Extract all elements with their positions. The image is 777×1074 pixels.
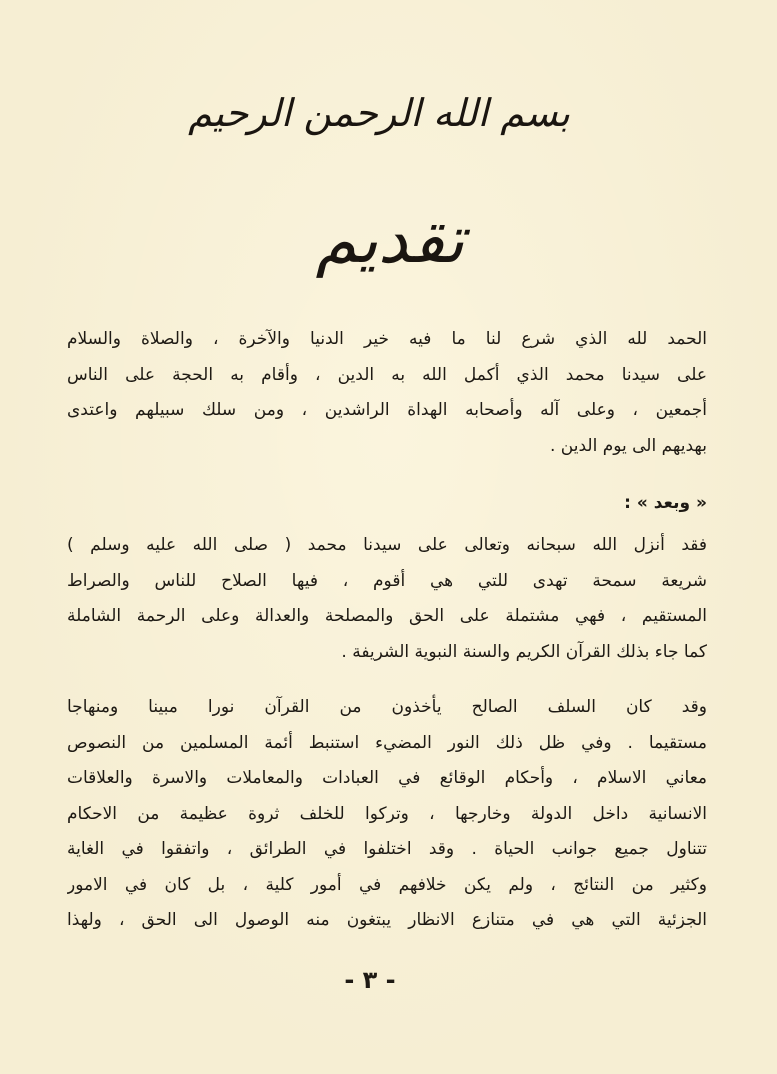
text-line: فقد أنزل الله سبحانه وتعالى على سيدنا محمد ( صلى الله عليه وسلم ) (67, 535, 707, 555)
text-line: الانسانية داخل الدولة وخارجها ، وتركوا للخلف ثروة عظيمة من الاحكام (67, 803, 707, 824)
page-number: - ٣ - (344, 966, 396, 994)
text-line: الجزئية التي هي في متنازع الانظار يبتغون منه الوصول الى الحق ، ولهذا (67, 910, 707, 930)
text-line: كما جاء بذلك القرآن الكريم والسنة النبوية الشريفة . (341, 641, 707, 662)
text-line: معاني الاسلام ، وأحكام الوقائع في العبادات والمعاملات والاسرة والعلاقات (67, 768, 707, 788)
text-line: وكثير من النتائج ، ولم يكن خلافهم في أمور كلية ، بل كان في الامور (67, 874, 707, 895)
paragraph-intro (67, 322, 707, 464)
text-line: مستقيما . وفي ظل ذلك النور المضيء استنبط أئمة المسلمين من النصوص (67, 732, 707, 753)
text-line: شريعة سمحة تهدى للتي هي أقوم ، فيها الصلاح للناس والصراط (67, 570, 707, 591)
paragraph-sharia (67, 528, 707, 670)
text-line: على سيدنا محمد الذي أكمل الله به الدين ، وأقام به الحجة على الناس (67, 364, 707, 385)
text-line: وقد كان السلف الصالح يأخذون من القرآن نورا مبينا ومنهاجا (67, 697, 707, 717)
text-line: الحمد لله الذي شرع لنا ما فيه خير الدنيا والآخرة ، والصلاة والسلام (67, 329, 707, 349)
page-title: تقديم (315, 201, 465, 278)
paragraph-salaf (67, 690, 707, 939)
text-line: المستقيم ، فهي مشتملة على الحق والمصلحة والعدالة وعلى الرحمة الشاملة (67, 606, 707, 626)
text-line: أجمعين ، وعلى آله وأصحابه الهداة الراشدين ، ومن سلك سبيلهم واعتدى (67, 400, 707, 420)
subheading-wabad (67, 486, 707, 522)
text-line: تتناول جميع جوانب الحياة . وقد اختلفوا في الطرائق ، واتفقوا في الغاية (67, 839, 707, 859)
text-line: بهديهم الى يوم الدين . (549, 435, 707, 456)
basmala-calligraphy: بسم الله الرحمن الرحيم (188, 91, 570, 135)
subheading-text: « وبعد » : (624, 493, 707, 513)
